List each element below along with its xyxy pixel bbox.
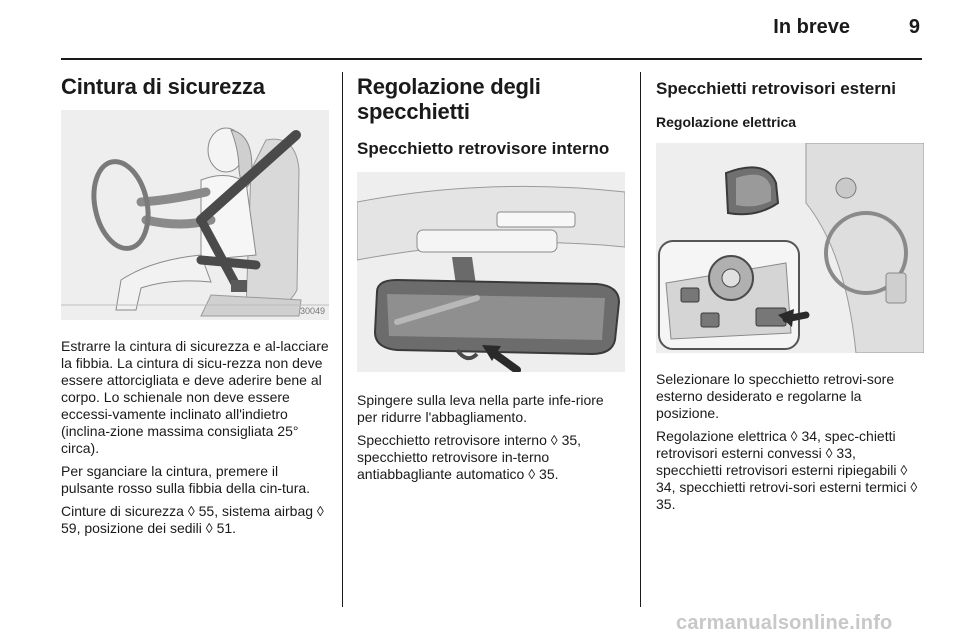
seat-belt-heading: Cintura di sicurezza bbox=[61, 74, 265, 99]
column-divider-2 bbox=[640, 72, 641, 607]
seat-belt-illustration bbox=[61, 110, 329, 320]
column-seat-belt bbox=[61, 74, 329, 543]
column-mirror-adjustment bbox=[357, 74, 625, 489]
running-header-section: In breve bbox=[773, 16, 850, 38]
mirror-adjustment-heading: Regolazione degli specchietti bbox=[357, 74, 541, 124]
exterior-mirror-control-illustration bbox=[656, 143, 924, 353]
body-paragraph: Specchietto retrovisore interno ◊ 35, specchietto retrovisore in-terno antiabbagliante automatico ◊ 35. bbox=[357, 432, 582, 482]
body-paragraph: Selezionare lo specchietto retrovi-sore esterno desiderato e regolarne la posizione. bbox=[656, 371, 895, 421]
interior-mirror-subheading: Specchietto retrovisore interno bbox=[357, 139, 610, 158]
watermark: carmanualsonline.info bbox=[676, 612, 893, 634]
page-number: 9 bbox=[908, 16, 920, 38]
column-exterior-mirrors bbox=[656, 74, 924, 519]
figure-code: 30049 bbox=[299, 306, 325, 316]
electric-adjustment-subheading: Regolazione elettrica bbox=[656, 114, 797, 130]
exterior-mirrors-heading: Specchietti retrovisori esterni bbox=[656, 79, 896, 98]
body-paragraph: Estrarre la cintura di sicurezza e al-lacciare la fibbia. La cintura di sicu-rezza non deve essere attorcigliata e deve aderire bene al corpo. Lo schienale non deve essere eccessi-vamente inclinato all'indietro (inclina-zione massima consigliata 25° circa). bbox=[61, 338, 329, 456]
body-paragraph: Regolazione elettrica ◊ 34, spec-chietti retrovisori esterni convessi ◊ 33, specchietti retrovisori esterni ripiegabili ◊ 34, specchietti retrovi-sori esterni termici ◊ 35. bbox=[656, 428, 918, 512]
interior-mirror-illustration bbox=[357, 172, 625, 372]
header-rule bbox=[61, 58, 922, 60]
body-paragraph: Spingere sulla leva nella parte infe-riore per ridurre l'abbagliamento. bbox=[357, 392, 604, 425]
body-paragraph: Per sganciare la cintura, premere il pulsante rosso sulla fibbia della cin-tura. bbox=[61, 463, 311, 496]
body-paragraph: Cinture di sicurezza ◊ 55, sistema airbag ◊ 59, posizione dei sedili ◊ 51. bbox=[61, 503, 324, 536]
column-divider-1 bbox=[342, 72, 343, 607]
